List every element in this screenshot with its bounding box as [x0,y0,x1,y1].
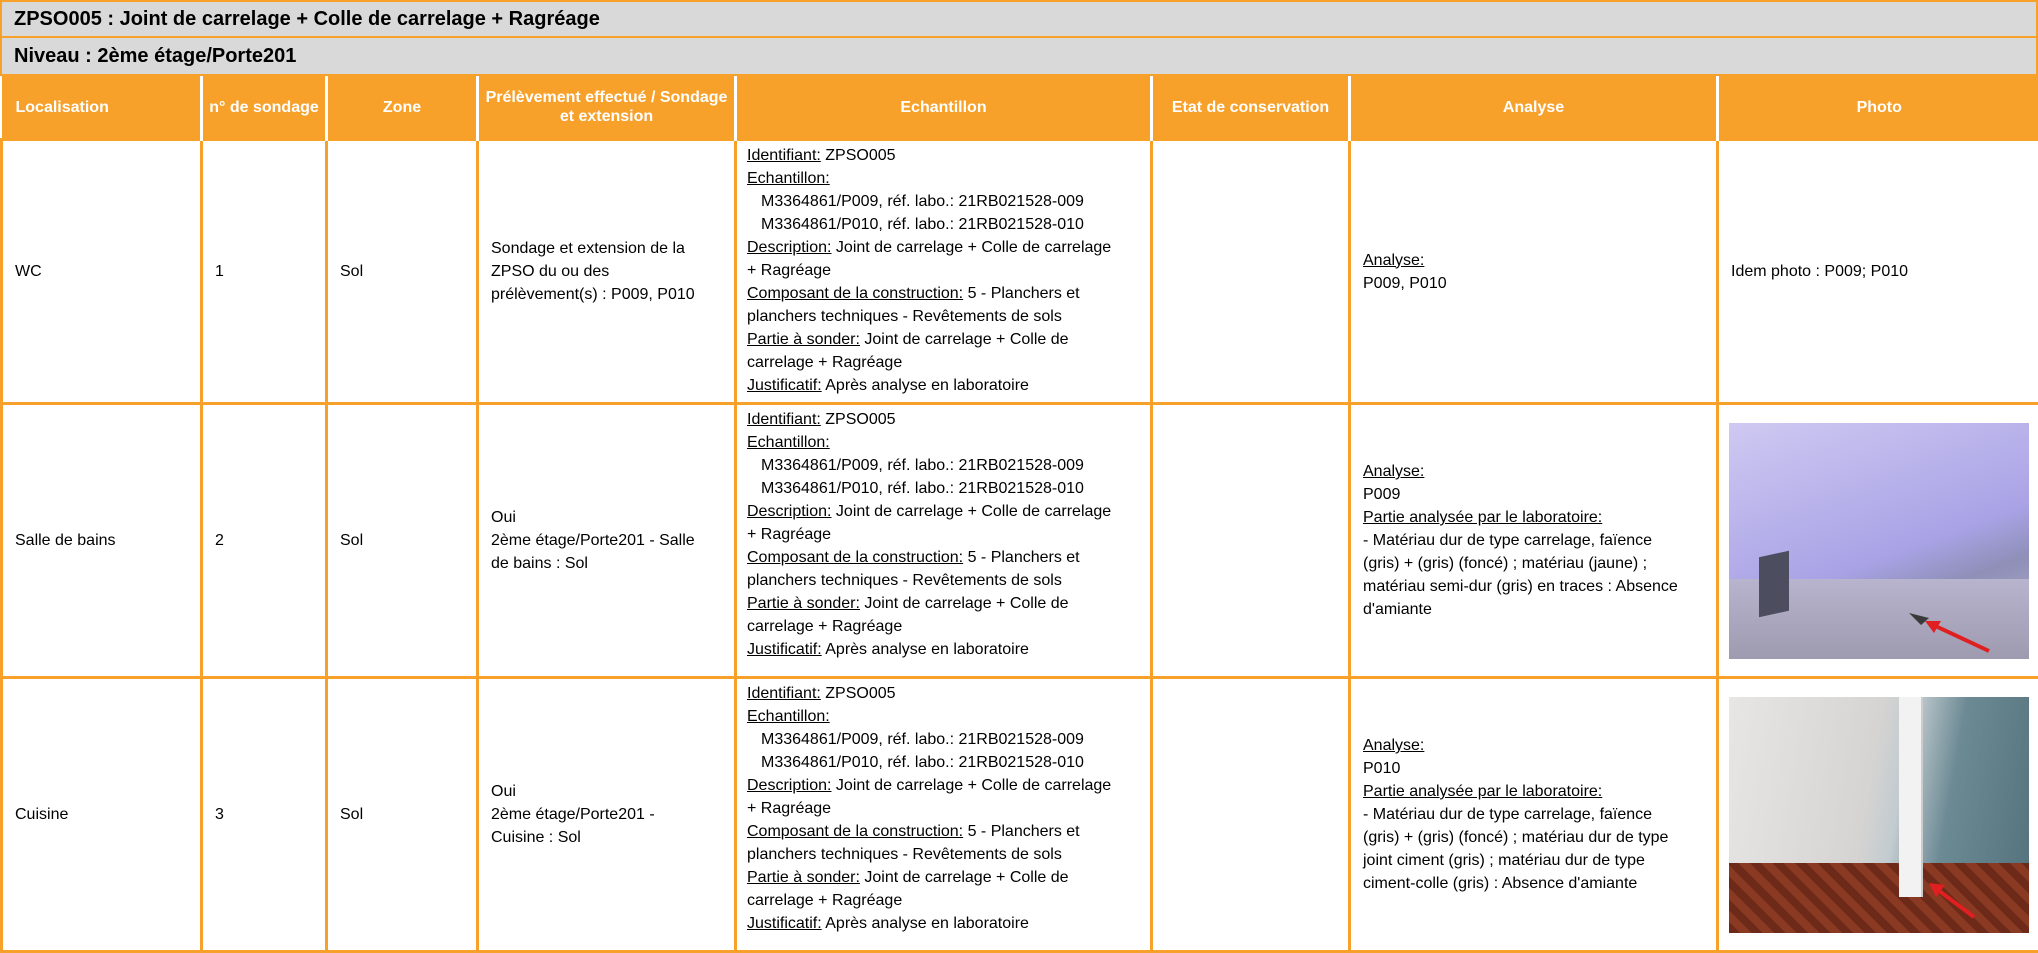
identifiant-label: Identifiant: [747,685,821,702]
justificatif-label: Justificatif: [747,377,822,394]
prelevement-line: prélèvement(s) : P009, P010 [491,283,722,306]
composant-value: 5 - Planchers et [963,823,1080,840]
prelevement-line: ZPSO du ou des [491,260,722,283]
justificatif-value: Après analyse en laboratoire [822,641,1029,658]
header-echantillon: Echantillon [736,76,1152,140]
cell-photo: Idem photo : P009; P010 [1718,140,2038,404]
composant-label: Composant de la construction: [747,823,963,840]
table-row [2,140,2038,404]
identifiant-value: ZPSO005 [821,685,896,702]
prelevement-line: 2ème étage/Porte201 - [491,803,722,826]
description-label: Description: [747,239,831,256]
identifiant-value: ZPSO005 [821,147,896,164]
table-row [2,678,2038,952]
prelevement-line: de bains : Sol [491,552,722,575]
cell-echantillon [736,678,1152,952]
cell-photo [1718,678,2038,952]
identifiant-line [747,682,1140,705]
analyse-line: joint ciment (gris) ; matériau dur de type [1363,849,1704,872]
composant-line-cont: planchers techniques - Revêtements de sols [747,305,1140,328]
cell-sondage: 2 [202,404,327,678]
analyse-value: P009 [1363,483,1704,506]
identifiant-line [747,144,1140,167]
partie-label: Partie à sonder: [747,595,860,612]
description-value: Joint de carrelage + Colle de carrelage [831,503,1111,520]
echantillon-line [747,705,1140,728]
justificatif-value: Après analyse en laboratoire [822,915,1029,932]
description-line-cont: + Ragréage [747,797,1140,820]
cell-etat [1152,678,1350,952]
prelevement-line: Sondage et extension de la [491,237,722,260]
composant-value: 5 - Planchers et [963,549,1080,566]
cell-zone: Sol [327,404,478,678]
partie-analysee-label: Partie analysée par le laboratoire: [1363,780,1704,803]
cell-localisation: WC [2,140,202,404]
justificatif-label: Justificatif: [747,641,822,658]
cell-photo [1718,404,2038,678]
identifiant-value: ZPSO005 [821,411,896,428]
header-etat: Etat de conservation [1152,76,1350,140]
cell-echantillon [736,140,1152,404]
identifiant-label: Identifiant: [747,147,821,164]
cell-echantillon [736,404,1152,678]
cell-zone: Sol [327,678,478,952]
table-row [2,404,2038,678]
description-value: Joint de carrelage + Colle de carrelage [831,777,1111,794]
partie-line [747,328,1140,351]
bathroom-photo [1729,423,2029,659]
sample-line: M3364861/P009, réf. labo.: 21RB021528-009 [747,190,1140,213]
analyse-line: - Matériau dur de type carrelage, faïence [1363,803,1704,826]
composant-line [747,282,1140,305]
composant-label: Composant de la construction: [747,549,963,566]
analyse-value: P010 [1363,757,1704,780]
header-row [2,76,2038,140]
table-title [0,0,2038,38]
sample-line: M3364861/P009, réf. labo.: 21RB021528-009 [747,454,1140,477]
analyse-label: Analyse: [1363,249,1704,272]
description-line [747,500,1140,523]
analyse-line: d'amiante [1363,598,1704,621]
analyse-label: Analyse: [1363,460,1704,483]
composant-line [747,820,1140,843]
description-label: Description: [747,777,831,794]
header-photo: Photo [1718,76,2038,140]
cell-analyse [1350,140,1718,404]
echantillon-line [747,431,1140,454]
header-analyse: Analyse [1350,76,1718,140]
cell-etat [1152,140,1350,404]
partie-line [747,592,1140,615]
sample-line: M3364861/P010, réf. labo.: 21RB021528-010 [747,751,1140,774]
composant-label: Composant de la construction: [747,285,963,302]
sample-line: M3364861/P010, réf. labo.: 21RB021528-010 [747,213,1140,236]
description-value: Joint de carrelage + Colle de carrelage [831,239,1111,256]
cell-zone: Sol [327,140,478,404]
identifiant-line [747,408,1140,431]
cell-prelevement [478,140,736,404]
level-text: Niveau : 2ème étage/Porte201 [14,45,296,68]
composant-line-cont: planchers techniques - Revêtements de sols [747,843,1140,866]
cell-localisation: Salle de bains [2,404,202,678]
partie-value: Joint de carrelage + Colle de [860,595,1069,612]
cell-localisation: Cuisine [2,678,202,952]
sample-line: M3364861/P010, réf. labo.: 21RB021528-010 [747,477,1140,500]
echantillon-label: Echantillon: [747,708,830,725]
cell-analyse [1350,678,1718,952]
analyse-value: P009, P010 [1363,272,1704,295]
analyse-line: ciment-colle (gris) : Absence d'amiante [1363,872,1704,895]
header-localisation: Localisation [2,76,202,140]
echantillon-label: Echantillon: [747,434,830,451]
prelevement-line: Cuisine : Sol [491,826,722,849]
level-bar [0,38,2038,76]
prelevement-line: 2ème étage/Porte201 - Salle [491,529,722,552]
analyse-line: - Matériau dur de type carrelage, faïence [1363,529,1704,552]
echantillon-label: Echantillon: [747,170,830,187]
partie-line-cont: carrelage + Ragréage [747,615,1140,638]
red-arrow-icon [1729,423,2029,659]
description-label: Description: [747,503,831,520]
analyse-line: (gris) + (gris) (foncé) ; matériau dur de type [1363,826,1704,849]
prelevement-line: Oui [491,506,722,529]
analyse-line: (gris) + (gris) (foncé) ; matériau (jaune) ; [1363,552,1704,575]
cell-etat [1152,404,1350,678]
justificatif-line [747,374,1140,397]
justificatif-line [747,638,1140,661]
justificatif-label: Justificatif: [747,915,822,932]
composant-value: 5 - Planchers et [963,285,1080,302]
analyse-label: Analyse: [1363,734,1704,757]
table-title-text: ZPSO005 : Joint de carrelage + Colle de carrelage + Ragréage [14,8,600,31]
partie-line-cont: carrelage + Ragréage [747,889,1140,912]
partie-line [747,866,1140,889]
red-arrow-icon [1729,697,2029,933]
justificatif-line [747,912,1140,935]
description-line-cont: + Ragréage [747,259,1140,282]
prelevement-line: Oui [491,780,722,803]
analyse-line: matériau semi-dur (gris) en traces : Absence [1363,575,1704,598]
header-prelevement: Prélèvement effectué / Sondage et extension [478,76,736,140]
partie-analysee-label: Partie analysée par le laboratoire: [1363,506,1704,529]
cell-sondage: 3 [202,678,327,952]
composant-line-cont: planchers techniques - Revêtements de sols [747,569,1140,592]
header-zone: Zone [327,76,478,140]
sampling-table [0,76,2038,953]
cell-prelevement [478,404,736,678]
identifiant-label: Identifiant: [747,411,821,428]
description-line [747,774,1140,797]
composant-line [747,546,1140,569]
cell-analyse [1350,404,1718,678]
header-sondage: n° de sondage [202,76,327,140]
sample-line: M3364861/P009, réf. labo.: 21RB021528-009 [747,728,1140,751]
partie-value: Joint de carrelage + Colle de [860,869,1069,886]
partie-line-cont: carrelage + Ragréage [747,351,1140,374]
partie-value: Joint de carrelage + Colle de [860,331,1069,348]
kitchen-photo [1729,697,2029,933]
partie-label: Partie à sonder: [747,869,860,886]
cell-sondage: 1 [202,140,327,404]
justificatif-value: Après analyse en laboratoire [822,377,1029,394]
description-line [747,236,1140,259]
echantillon-line [747,167,1140,190]
description-line-cont: + Ragréage [747,523,1140,546]
partie-label: Partie à sonder: [747,331,860,348]
cell-prelevement [478,678,736,952]
